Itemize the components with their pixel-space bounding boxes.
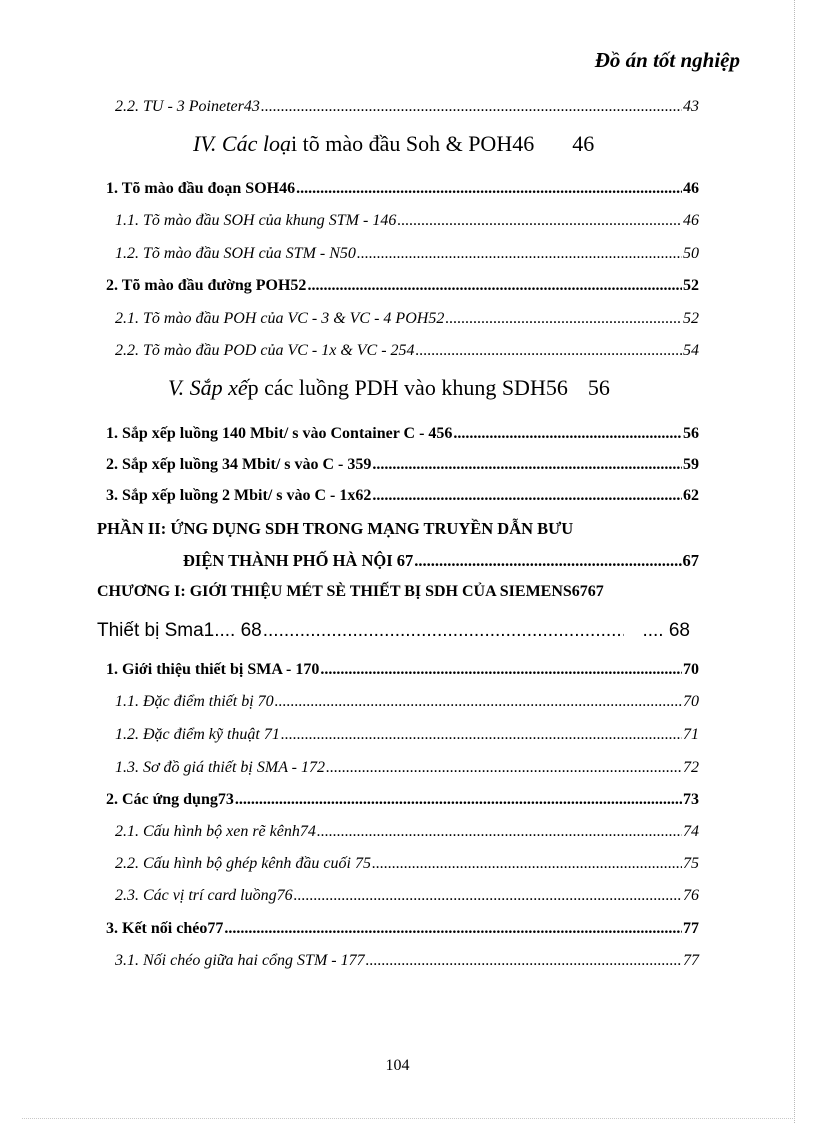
leader-dots [326, 759, 682, 777]
bottom-divider [22, 1118, 795, 1119]
toc-entry-page: 75 [683, 855, 699, 872]
toc-entry-page: 70 [683, 661, 699, 678]
leader-dots [317, 823, 682, 841]
toc-entry-text: 1.3. Sơ đồ giá thiết bị SMA - 172 [115, 759, 326, 776]
toc-entry-page: 54 [683, 342, 699, 359]
toc-entry-text: 2.1. Tõ mào đầu POH của VC - 3 & VC - 4 POH52 [115, 310, 445, 327]
toc-entry-text: ĐIỆN THÀNH PHỐ HÀ NỘI 67 [183, 551, 414, 570]
toc-entry-text: 3. Sắp xếp luồng 2 Mbit/ s vào C - 1x62 [106, 487, 372, 504]
toc-entry-text: 2.2. Cấu hình bộ ghép kênh đầu cuối 75 [115, 855, 371, 872]
toc-entry-page: 50 [683, 245, 699, 262]
toc-entry[interactable] [106, 920, 699, 938]
leader-dots [294, 887, 682, 905]
toc-entry[interactable] [115, 245, 699, 263]
leader-dots [366, 952, 682, 970]
leader-dots [372, 855, 682, 873]
toc-entry[interactable] [106, 277, 699, 295]
toc-entry-page: 71 [683, 726, 699, 743]
toc-entry-page: 56 [683, 425, 699, 442]
toc-entry-page: 74 [683, 823, 699, 840]
toc-entry[interactable] [115, 759, 699, 777]
section-heading-italic: IV. Các loạ [193, 131, 291, 156]
section-heading-page: 46 [572, 131, 595, 156]
toc-entry-page: 67 [682, 551, 699, 570]
toc-entry[interactable] [115, 310, 699, 328]
toc-entry-page: 43 [683, 98, 699, 115]
toc-entry-text: 1.1. Tõ mào đầu SOH của khung STM - 146 [115, 212, 397, 229]
toc-entry[interactable] [115, 98, 699, 116]
toc-entry-text: 1.1. Đặc điểm thiết bị 70 [115, 693, 274, 710]
toc-entry[interactable] [115, 887, 699, 905]
leader-dots [263, 620, 625, 642]
leader-dots [372, 487, 682, 505]
toc-entry-text: 2. Sắp xếp luồng 34 Mbit/ s vào C - 359 [106, 456, 372, 473]
leader-dots [397, 212, 682, 230]
toc-entry-text: 2. Tõ mào đầu đường POH52 [106, 277, 307, 294]
toc-entry[interactable] [115, 726, 699, 744]
leader-dots [416, 342, 682, 360]
toc-entry[interactable] [106, 661, 699, 679]
toc-entry-text: 2. Các ứng dụng73 [106, 791, 234, 808]
toc-entry-text: 3. Kết nối chéo77 [106, 920, 224, 937]
part-ii-heading[interactable]: PHẦN II: ỨNG DỤNG SDH TRONG MẠNG TRUYỀN DẪN BƯU [97, 519, 574, 538]
leader-dots [307, 277, 682, 295]
toc-entry[interactable] [115, 212, 699, 230]
toc-entry-text: 3.1. Nối chéo giữa hai cổng STM - 177 [115, 952, 365, 969]
toc-entry[interactable] [115, 342, 699, 360]
leader-dots [453, 425, 682, 443]
leader-dots [275, 693, 682, 711]
toc-entry[interactable] [106, 425, 699, 443]
toc-entry-text: 1.2. Tõ mào đầu SOH của STM - N50 [115, 245, 356, 262]
section-heading-text: i tõ mào đầu Soh & POH46 [290, 131, 535, 156]
leader-dots [281, 726, 682, 744]
toc-entry-text: 2.3. Các vị trí card luồng76 [115, 887, 293, 904]
toc-entry[interactable] [97, 620, 690, 642]
toc-entry-page: 70 [683, 693, 699, 710]
toc-entry[interactable] [106, 791, 699, 809]
toc-entry-text: 2.1. Cấu hình bộ xen rẽ kênh74 [115, 823, 316, 840]
toc-entry-page: 76 [683, 887, 699, 904]
toc-entry[interactable] [106, 456, 699, 474]
leader-dots [414, 551, 681, 571]
toc-entry[interactable] [106, 180, 699, 198]
toc-entry[interactable] [183, 551, 699, 571]
toc-entry-page: 59 [683, 456, 699, 473]
toc-entry-text: 1. Sắp xếp luồng 140 Mbit/ s vào Container C - 456 [106, 425, 453, 442]
section-heading-italic: V. Sắp xế [168, 375, 248, 400]
toc-entry-page: 52 [683, 310, 699, 327]
toc-entry-page: 73 [683, 791, 699, 808]
leader-dots [235, 791, 682, 809]
toc-entry-page: 46 [683, 180, 699, 197]
section-heading-text: p các luồng PDH vào khung SDH56 [247, 375, 568, 400]
leader-dots [357, 245, 682, 263]
leader-dots [296, 180, 682, 198]
toc-entry-page: 52 [683, 277, 699, 294]
toc-entry[interactable] [115, 855, 699, 873]
toc-entry[interactable] [106, 487, 699, 505]
section-heading-iv[interactable] [193, 131, 594, 157]
toc-entry-page: 77 [683, 952, 699, 969]
toc-entry[interactable] [115, 952, 699, 970]
toc-entry[interactable] [115, 823, 699, 841]
section-heading-page: 56 [587, 375, 610, 400]
page-header-title: Đồ án tốt nghiệp [594, 48, 740, 72]
toc-entry-text: 2.2. Tõ mào đầu POD của VC - 1x & VC - 254 [115, 342, 415, 359]
leader-dots [224, 920, 682, 938]
leader-dots [372, 456, 682, 474]
toc-entry-text: Thiết bị Sma1.... 68 [97, 620, 262, 641]
toc-entry-page: 77 [683, 920, 699, 937]
toc-entry[interactable] [115, 693, 699, 711]
leader-dots [261, 98, 682, 116]
toc-entry-page: .... 68 [642, 620, 690, 641]
toc-entry-text: 2.2. TU - 3 Poineter43 [115, 98, 260, 115]
toc-entry-page: 46 [683, 212, 699, 229]
toc-entry-text: 1. Giới thiệu thiết bị SMA - 170 [106, 661, 320, 678]
page-number: 104 [385, 1057, 410, 1074]
section-heading-v[interactable] [168, 375, 610, 401]
toc-entry-page: 72 [683, 759, 699, 776]
toc-entry-page: 62 [683, 487, 699, 504]
leader-dots [320, 661, 682, 679]
toc-entry-text: 1.2. Đặc điểm kỹ thuật 71 [115, 726, 280, 743]
toc-entry-text: 1. Tõ mào đầu đoạn SOH46 [106, 180, 296, 197]
leader-dots [445, 310, 682, 328]
chapter-i-heading[interactable]: CHƯƠNG I: GIỚI THIỆU MÉT SÈ THIẾT BỊ SDH CỦA SIEMENS6767 [97, 583, 604, 600]
